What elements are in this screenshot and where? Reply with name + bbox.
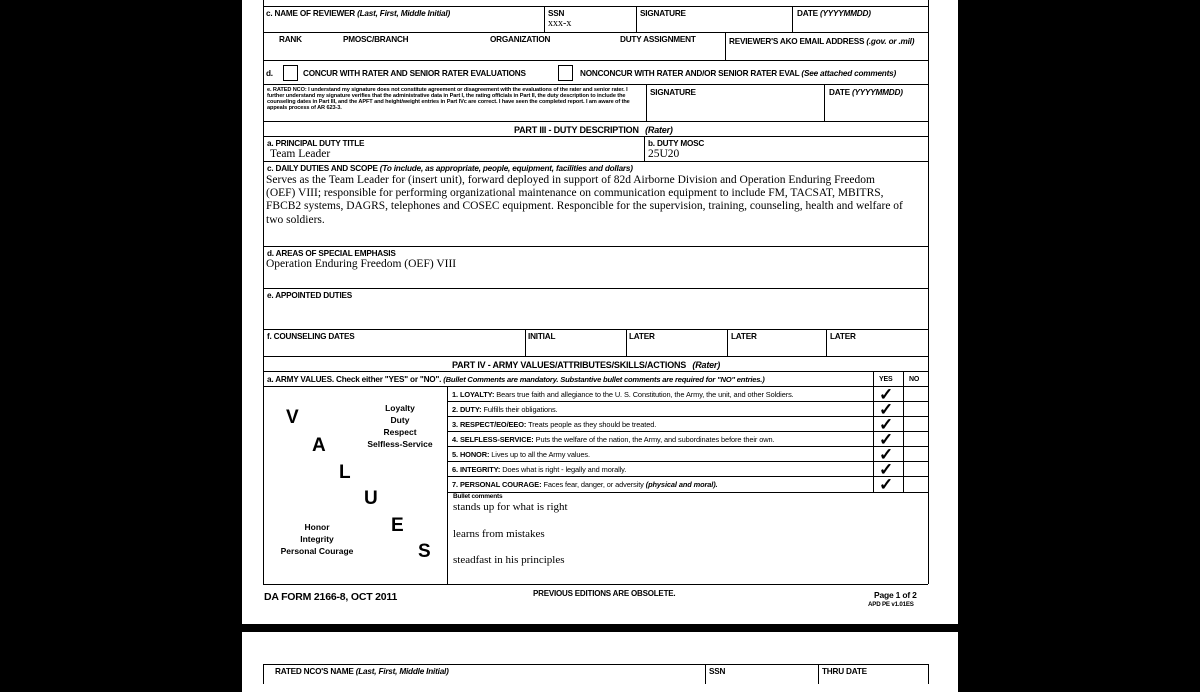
rule — [626, 329, 627, 356]
check-icon[interactable]: ✓ — [879, 415, 894, 434]
rule — [447, 492, 928, 493]
rule — [263, 664, 264, 684]
duty-mosc-value: 25U20 — [648, 148, 680, 160]
check-icon[interactable]: ✓ — [879, 430, 894, 449]
page2-rated-name-label: RATED NCO'S NAME (Last, First, Middle Initial) — [275, 667, 449, 676]
nonconcur-label: NONCONCUR WITH RATER AND/OR SENIOR RATER EVAL (See attached comments) — [580, 69, 897, 78]
value-item-text: 1. LOYALTY: Bears true faith and allegiance to the U. S. Constitution, the Army, the unit, and other Soldiers. — [452, 390, 794, 399]
rule — [263, 288, 928, 289]
army-values-instruction: a. ARMY VALUES. Check either "YES" or "NO". (Bullet Comments are mandatory. Substantive bullet comments are required for "NO" entries.) — [267, 375, 765, 384]
form-page-1 — [242, 0, 958, 624]
rule — [636, 6, 637, 32]
daily-duties-line: two soldiers. — [266, 213, 325, 226]
values-word: Personal Courage — [280, 546, 354, 556]
form-version: APD PE v1.01ES — [868, 601, 914, 608]
rule — [447, 431, 928, 432]
rule — [727, 329, 728, 356]
rule — [824, 84, 825, 121]
reviewer-ssn-value: xxx-x — [548, 18, 572, 29]
rated-nco-date-label: DATE (YYYYMMDD) — [829, 88, 903, 97]
rule — [263, 60, 928, 61]
reviewer-rank-label: RANK — [279, 35, 302, 44]
value-item-text: 6. INTEGRITY: Does what is right - legally and morally. — [452, 465, 627, 474]
value-item-text: 7. PERSONAL COURAGE: Faces fear, danger, or adversity (physical and moral). — [452, 480, 718, 489]
rule — [263, 329, 928, 330]
editions-note: PREVIOUS EDITIONS ARE OBSOLETE. — [533, 589, 676, 598]
nonconcur-checkbox[interactable] — [558, 65, 573, 81]
page2-thru-date-label: THRU DATE — [822, 667, 867, 676]
rule — [263, 664, 928, 665]
special-emphasis-label: d. AREAS OF SPECIAL EMPHASIS — [267, 249, 396, 258]
special-emphasis-value: Operation Enduring Freedom (OEF) VIII — [266, 258, 457, 270]
form-id: DA FORM 2166-8, OCT 2011 — [264, 591, 398, 603]
values-word: Selfless-Service — [367, 439, 433, 449]
rule — [263, 84, 928, 85]
values-letter: V — [286, 407, 299, 428]
values-word: Loyalty — [385, 403, 415, 413]
rule — [544, 6, 545, 32]
concur-letter: d. — [266, 69, 273, 78]
rule — [263, 161, 928, 162]
no-column-label: NO — [909, 376, 920, 383]
daily-duties-label: c. DAILY DUTIES AND SCOPE (To include, as appropriate, people, equipment, facilities and dollars) — [267, 164, 633, 173]
daily-duties-line: Serves as the Team Leader for (insert unit), forward deployed in support of 82d Airborne Division and Operation Enduring Freedom — [266, 174, 875, 186]
values-word: Duty — [390, 415, 410, 425]
rule — [818, 664, 819, 684]
reviewer-organization-label: ORGANIZATION — [490, 35, 551, 44]
rule — [263, 371, 928, 372]
rule — [447, 416, 928, 417]
value-item-text: 5. HONOR: Lives up to all the Army values. — [452, 450, 590, 459]
rule — [447, 461, 928, 462]
reviewer-signature-label: SIGNATURE — [640, 9, 686, 18]
principal-duty-value: Team Leader — [270, 148, 331, 160]
counseling-dates-label: f. COUNSELING DATES — [267, 332, 355, 341]
reviewer-email-label: REVIEWER'S AKO EMAIL ADDRESS (.gov. or .mil) — [729, 37, 915, 46]
rule — [928, 664, 929, 684]
values-letter: U — [364, 488, 378, 509]
concur-checkbox[interactable] — [283, 65, 298, 81]
rule — [525, 329, 526, 356]
reviewer-date-label: DATE (YYYYMMDD) — [797, 9, 871, 18]
daily-duties-text — [266, 174, 926, 227]
values-word: Integrity — [300, 534, 334, 544]
frame-bottom — [263, 584, 928, 585]
check-icon[interactable]: ✓ — [879, 400, 894, 419]
daily-duties-line: (OEF) VIII; responsible for performing organizational maintenance on communication equipment to include FM, TACSAT, MBITRS, — [266, 187, 884, 200]
rule — [447, 401, 928, 402]
appointed-duties-label: e. APPOINTED DUTIES — [267, 291, 353, 300]
form-page-2 — [242, 632, 958, 692]
reviewer-ssn-label: SSN — [548, 9, 565, 18]
rule — [725, 32, 726, 60]
rule — [447, 476, 928, 477]
bullet-comments-label: Bullet comments — [453, 493, 503, 500]
rule — [903, 371, 904, 493]
rule — [705, 664, 706, 684]
bullet-comment: learns from mistakes — [453, 528, 545, 540]
rated-nco-signature-label: SIGNATURE — [650, 88, 696, 97]
check-icon[interactable]: ✓ — [879, 475, 894, 494]
page-number: Page 1 of 2 — [874, 590, 917, 600]
part3-title: PART III - DUTY DESCRIPTION (Rater) — [514, 125, 673, 135]
reviewer-pmosc-label: PMOSC/BRANCH — [343, 35, 409, 44]
concur-label: CONCUR WITH RATER AND SENIOR RATER EVALUATIONS — [303, 69, 526, 78]
value-item-text: 4. SELFLESS-SERVICE: Puts the welfare of the nation, the Army, and subordinates before their own. — [452, 435, 775, 444]
rule — [263, 121, 928, 122]
yes-column-label: YES — [879, 376, 893, 383]
values-letter: S — [418, 541, 431, 562]
counseling-later-label: LATER — [629, 332, 655, 341]
values-word: Honor — [304, 522, 330, 532]
counseling-initial-label: INITIAL — [528, 332, 556, 341]
values-letter: E — [391, 515, 404, 536]
daily-duties-line: FBCB2 systems, DAGRS, telephones and COSEC equipment. Responcible for the supervision, training, counseling, health and welfare of — [266, 200, 903, 213]
bullet-comment: steadfast in his principles — [453, 554, 565, 566]
rule — [263, 356, 928, 357]
duty-mosc-label: b. DUTY MOSC — [648, 139, 705, 148]
values-letter: A — [312, 435, 326, 456]
rule — [826, 329, 827, 356]
check-icon[interactable]: ✓ — [879, 445, 894, 464]
reviewer-duty-assignment-label: DUTY ASSIGNMENT — [620, 35, 696, 44]
rule — [263, 32, 928, 33]
bullet-comment: stands up for what is right — [453, 501, 568, 513]
value-item-text: 2. DUTY: Fulfills their obligations. — [452, 405, 558, 414]
rule — [263, 6, 928, 7]
counseling-later-label: LATER — [830, 332, 856, 341]
frame-left — [263, 0, 264, 584]
rule — [263, 246, 928, 247]
check-icon[interactable]: ✓ — [879, 385, 894, 404]
values-word: Respect — [383, 427, 417, 437]
rule — [644, 136, 645, 161]
principal-duty-label: a. PRINCIPAL DUTY TITLE — [267, 139, 365, 148]
rule — [263, 136, 928, 137]
check-icon[interactable]: ✓ — [879, 460, 894, 479]
value-item-text: 3. RESPECT/EO/EEO: Treats people as they should be treated. — [452, 420, 657, 429]
rule — [792, 6, 793, 32]
counseling-later-label: LATER — [731, 332, 757, 341]
part4-title: PART IV - ARMY VALUES/ATTRIBUTES/SKILLS/ACTIONS (Rater) — [452, 360, 721, 370]
rule — [447, 446, 928, 447]
rule — [646, 84, 647, 121]
frame-right — [928, 0, 929, 584]
rated-nco-statement: e. RATED NCO: I understand my signature does not constitute agreement or disagreement with the evaluations of the rater and senior rater. I further understand my signature verifies that the administrative data in Part I, the rating officials in Part II, the duty description to include the counseling dates in Part III, and the APFT and height/weight entries in Part IVc are correct. I have seen the completed report. I am aware of the appeals process of AR 623-3. — [267, 87, 630, 111]
page2-ssn-label: SSN — [709, 667, 726, 676]
rule — [263, 386, 928, 387]
rule — [873, 371, 874, 493]
reviewer-name-label: c. NAME OF REVIEWER (Last, First, Middle Initial) — [266, 9, 451, 18]
values-letter: L — [339, 462, 351, 483]
